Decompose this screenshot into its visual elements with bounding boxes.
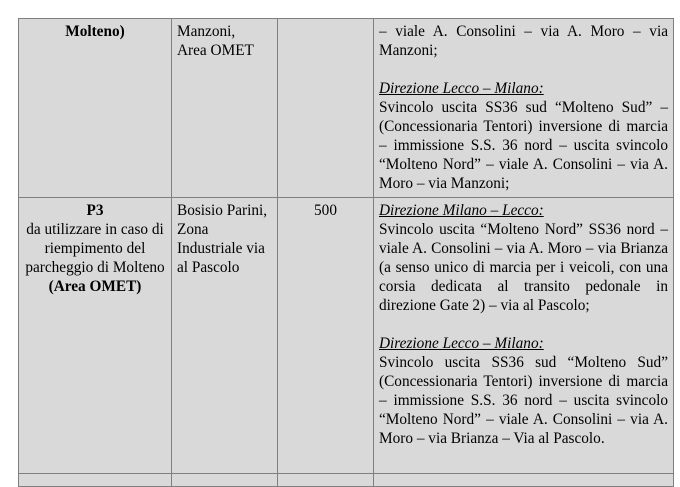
spacer (379, 60, 668, 79)
route-cell (374, 19, 674, 198)
location-cell (172, 198, 278, 474)
route-text: Svincolo uscita SS36 sud “Molteno Sud” – (Concessionaria Tentori) inversione di marcia – immissione S.S. 36 nord – uscita svincolo “Molteno Nord” – viale A. Consolini – via A. Moro – via Manzoni; (379, 99, 668, 192)
route-cell (374, 198, 674, 474)
parking-name-cell (19, 19, 172, 198)
direction-title: Direzione Lecco – Milano: (379, 335, 544, 352)
table-cell (172, 474, 278, 487)
location-cell (172, 19, 278, 198)
location-line: Industriale via (177, 240, 265, 257)
capacity-cell (278, 198, 374, 474)
location-line: Area OMET (177, 42, 254, 59)
capacity-cell (278, 19, 374, 198)
table-row (19, 198, 674, 474)
table-row (19, 474, 674, 487)
parking-name-cell (19, 198, 172, 474)
table-cell (374, 474, 674, 487)
capacity-value: 500 (314, 202, 337, 219)
parking-area: (Area OMET) (48, 278, 142, 295)
location-line: al Pascolo (177, 259, 240, 276)
route-text: Svincolo uscita SS36 sud “Molteno Sud” (Concessionaria Tentori) inversione di marcia – immissione S.S. 36 nord – uscita svincolo “Molteno Nord” – viale A. Consolini – via A. Moro – via Brianza – Via al Pascolo. (379, 354, 668, 447)
location-line: Bosisio Parini, (177, 202, 268, 219)
direction-title: Direzione Lecco – Milano: (379, 80, 544, 97)
route-text: Svincolo uscita “Molteno Nord” SS36 nord – viale A. Consolini – via A. Moro – via Brianza (a senso unico di marcia per i veicoli, con una corsia dedicata al transito pedonale in direzione Gate 2) – via al Pascolo; (379, 221, 668, 314)
location-line: Zona (177, 221, 209, 238)
direction-title: Direzione Milano – Lecco: (379, 202, 544, 219)
table-cell (19, 474, 172, 487)
route-text: – viale A. Consolini – via A. Moro – via Manzoni; (379, 23, 668, 59)
parking-name: Molteno) (65, 23, 125, 40)
location-line: Manzoni, (177, 23, 236, 40)
table-cell (278, 474, 374, 487)
parking-description: da utilizzare in caso di riempimento del parcheggio di Molteno (25, 221, 165, 276)
spacer (379, 315, 668, 334)
table-row (19, 19, 674, 198)
parking-name: P3 (86, 202, 104, 219)
parking-table (18, 18, 674, 487)
